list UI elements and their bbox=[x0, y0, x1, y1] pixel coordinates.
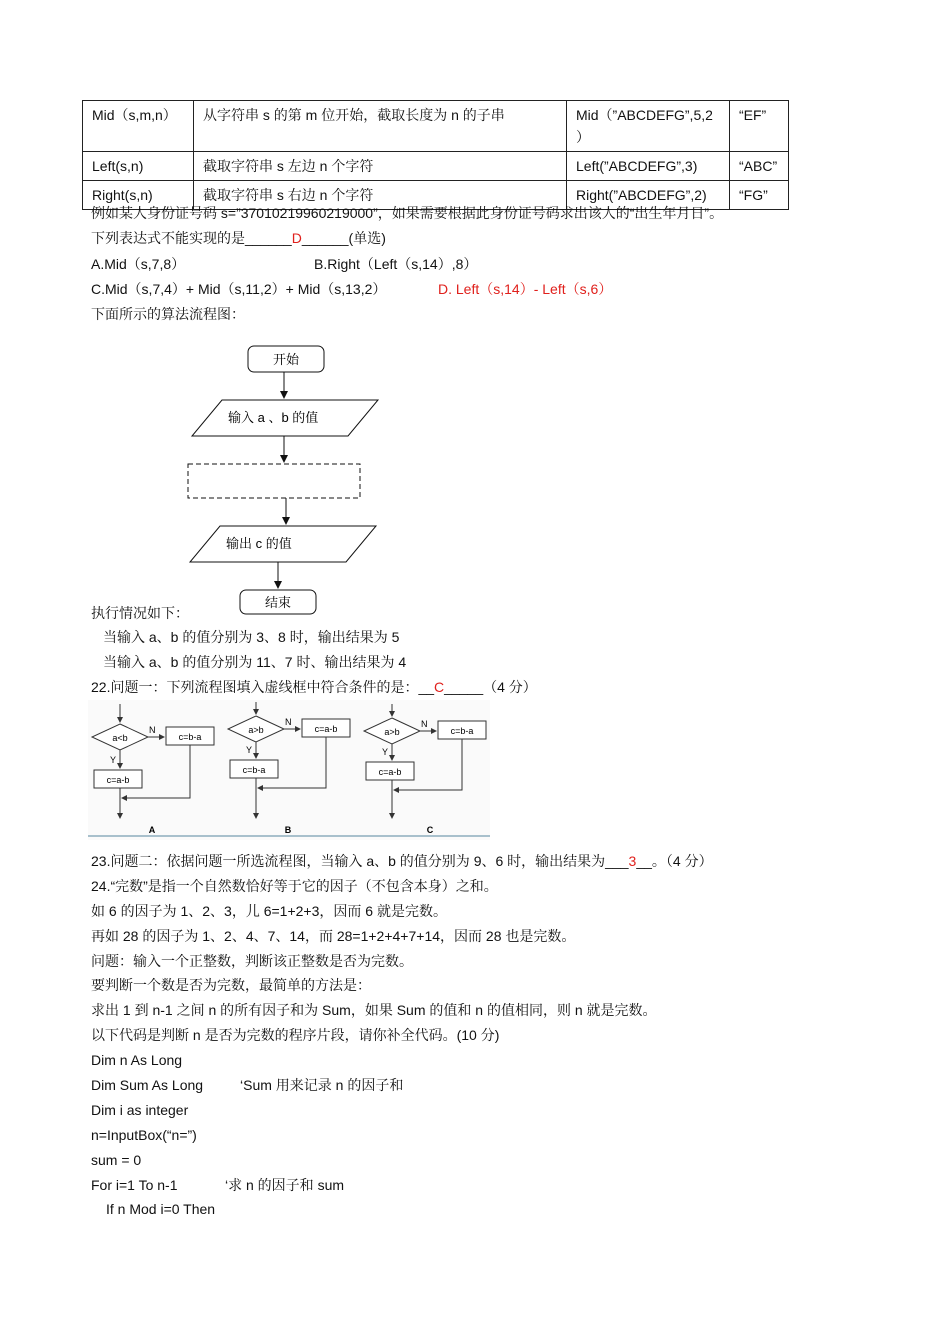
id-question bbox=[91, 228, 386, 248]
cond-label: a>b bbox=[248, 725, 264, 735]
option-label: A bbox=[148, 825, 156, 835]
exec-title: 执行情况如下： bbox=[91, 605, 189, 621]
code-line: If n Mod i=0 Then bbox=[106, 1201, 216, 1217]
dashed-blank-box bbox=[188, 464, 360, 498]
table-row bbox=[83, 152, 789, 181]
option-b: B.Right（Left（s,14）,8） bbox=[314, 256, 478, 272]
question-text: _____（4 分） bbox=[444, 679, 537, 695]
answer-text: D bbox=[291, 230, 302, 246]
table-row bbox=[83, 101, 789, 152]
code-comment: ‘求 n 的因子和 sum bbox=[225, 1177, 345, 1193]
option-d: D. Left（s,14）- Left（s,6） bbox=[438, 281, 613, 297]
table-cell: Right(s,n) bbox=[83, 181, 194, 210]
table-cell: Right(”ABCDEFG”,2) bbox=[567, 181, 730, 210]
yes-branch-label: c=a-b bbox=[106, 775, 130, 785]
answer-text: C bbox=[434, 679, 445, 695]
code-line: Dim n As Long bbox=[91, 1052, 183, 1068]
q24-line: 24.“完数”是指一个自然数恰好等于它的因子（不包含本身）之和。 bbox=[91, 878, 498, 894]
q24-line: 如 6 的因子为 1、2、3，儿 6=1+2+3，因而 6 就是完数。 bbox=[91, 903, 447, 919]
option-label: B bbox=[284, 825, 292, 835]
option-a: A.Mid（s,7,8） bbox=[91, 256, 186, 272]
q24-line: 以下代码是判断 n 是否为完数的程序片段，请你补全代码。(10 分) bbox=[91, 1027, 500, 1043]
option-c: C.Mid（s,7,4）+ Mid（s,11,2）+ Mid（s,13,2） bbox=[91, 281, 387, 297]
cond-label: a<b bbox=[112, 733, 128, 743]
q24-line: 求出 1 到 n-1 之间 n 的所有因子和为 Sum，如果 Sum 的值和 n 的值相同，则 n 就是完数。 bbox=[91, 1002, 657, 1018]
q24-line: 要判断一个数是否为完数，最简单的方法是： bbox=[91, 977, 371, 993]
table-cell: 截取字符串 s 右边 n 个字符 bbox=[194, 181, 567, 210]
table-cell: “FG” bbox=[730, 181, 789, 210]
no-label: N bbox=[421, 719, 428, 729]
answer-text: 3 bbox=[628, 853, 637, 869]
table-cell: 截取字符串 s 左边 n 个字符 bbox=[194, 152, 567, 181]
code-line: n=InputBox(“n=”) bbox=[91, 1127, 197, 1143]
code-line: Dim i as integer bbox=[91, 1102, 189, 1118]
yes-label: Y bbox=[382, 747, 389, 757]
no-label: N bbox=[285, 717, 292, 727]
table-cell: 从字符串 s 的第 m 位开始，截取长度为 n 的子串 bbox=[194, 101, 567, 152]
no-branch-label: c=b-a bbox=[450, 726, 474, 736]
question-text: 下列表达式不能实现的是______ bbox=[91, 230, 292, 246]
question-text: __。（4 分） bbox=[636, 853, 713, 869]
code-line: sum = 0 bbox=[91, 1152, 142, 1168]
table-cell: Left(”ABCDEFG”,3) bbox=[567, 152, 730, 181]
code-line: Dim Sum As Long bbox=[91, 1077, 204, 1093]
flow-intro: 下面所示的算法流程图： bbox=[91, 306, 245, 322]
exec-line: 当输入 a、b 的值分别为 11、7 时、输出结果为 4 bbox=[103, 654, 407, 670]
no-label: N bbox=[149, 725, 156, 735]
q24-line: 问题：输入一个正整数，判断该正整数是否为完数。 bbox=[91, 953, 413, 969]
function-table bbox=[82, 100, 789, 210]
question-text: 22.问题一：下列流程图填入虚线框中符合条件的是：__ bbox=[91, 679, 435, 695]
table-cell: “EF” bbox=[730, 101, 789, 152]
start-label: 开始 bbox=[272, 352, 300, 367]
no-branch-label: c=b-a bbox=[178, 732, 202, 742]
main-flowchart bbox=[180, 340, 390, 620]
question-text: 23.问题二：依据问题一所选流程图，当输入 a、b 的值分别为 9、6 时，输出结果为___ bbox=[91, 853, 629, 869]
table-cell: Mid（s,m,n） bbox=[83, 101, 194, 152]
yes-label: Y bbox=[246, 745, 253, 755]
option-label: C bbox=[426, 825, 434, 835]
table-cell: Left(s,n) bbox=[83, 152, 194, 181]
question-23 bbox=[91, 851, 713, 871]
no-branch-label: c=a-b bbox=[314, 724, 338, 734]
id-example: 例如某人身份证号码 s=”37010219960219000”，如果需要根据此身份证号码求出该人的“出生年月日”。 bbox=[91, 205, 724, 221]
code-line: For i=1 To n-1 bbox=[91, 1177, 178, 1193]
yes-branch-label: c=b-a bbox=[242, 765, 266, 775]
table-cell: “ABC” bbox=[730, 152, 789, 181]
end-label: 结束 bbox=[264, 595, 292, 610]
cond-label: a>b bbox=[384, 727, 400, 737]
question-22 bbox=[91, 677, 537, 697]
code-comment: ‘Sum 用来记录 n 的因子和 bbox=[240, 1077, 404, 1093]
exec-line: 当输入 a、b 的值分别为 3、8 时，输出结果为 5 bbox=[103, 629, 400, 645]
yes-label: Y bbox=[110, 755, 117, 765]
question-text: ______(单选) bbox=[301, 230, 386, 246]
q24-line: 再如 28 的因子为 1、2、4、7、14，而 28=1+2+4+7+14，因而 28 也是完数。 bbox=[91, 928, 576, 944]
table-cell: Mid（”ABCDEFG”,5,2 ） bbox=[567, 101, 730, 152]
yes-branch-label: c=a-b bbox=[378, 767, 402, 777]
option-flowcharts bbox=[88, 700, 490, 840]
output-label: 输出 c 的值 bbox=[226, 536, 292, 551]
input-label: 输入 a 、b 的值 bbox=[228, 410, 319, 425]
